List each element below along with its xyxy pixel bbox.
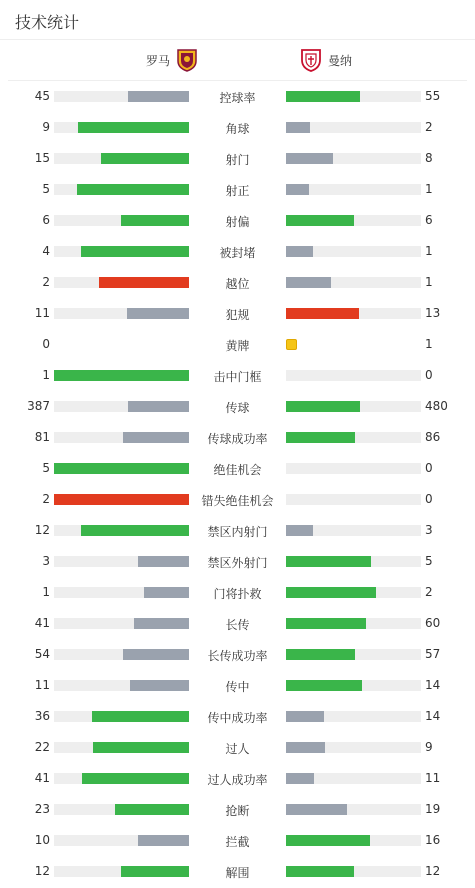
home-stat-bar-fill — [99, 277, 189, 288]
stat-label: 禁区内射门 — [207, 525, 268, 539]
away-stat-bar-fill — [286, 401, 360, 412]
home-stat-value: 3 — [42, 554, 50, 568]
away-stat-bar — [286, 432, 421, 443]
home-stat-bar-fill — [93, 742, 189, 753]
away-stat-value: 86 — [425, 430, 441, 444]
stat-label: 传球成功率 — [207, 432, 268, 446]
stat-label: 射正 — [225, 184, 250, 198]
away-team-logo-icon — [300, 48, 322, 72]
away-stat-bar-fill — [286, 215, 354, 226]
stat-label: 射偏 — [225, 215, 250, 229]
home-stat-bar — [54, 804, 189, 815]
home-stat-bar — [54, 401, 189, 412]
home-stat-bar — [54, 835, 189, 846]
stats-header — [0, 0, 475, 40]
home-stat-bar — [54, 742, 189, 753]
stat-row — [0, 768, 475, 788]
home-stat-bar-fill — [134, 618, 189, 629]
home-stat-bar — [54, 556, 189, 567]
away-stat-bar-fill — [286, 804, 347, 815]
stat-row — [0, 458, 475, 478]
home-stat-value: 11 — [34, 306, 50, 320]
stat-label: 传中成功率 — [207, 711, 268, 725]
stat-label: 黄牌 — [225, 339, 250, 353]
home-stat-bar — [54, 587, 189, 598]
away-stat-value: 1 — [425, 275, 433, 289]
away-stat-bar — [286, 649, 421, 660]
stat-row — [0, 799, 475, 819]
stat-label: 传中 — [225, 680, 250, 694]
stat-row — [0, 334, 475, 354]
stat-row — [0, 396, 475, 416]
home-stat-value: 36 — [34, 709, 50, 723]
away-stat-bar-fill — [286, 153, 333, 164]
home-stat-bar-fill — [92, 711, 189, 722]
away-stat-value: 13 — [425, 306, 441, 320]
stat-label: 射门 — [225, 153, 250, 167]
home-stat-bar-fill — [81, 525, 189, 536]
home-stat-bar-fill — [138, 556, 189, 567]
stat-row — [0, 675, 475, 695]
home-stat-value: 2 — [42, 492, 50, 506]
home-stat-value: 5 — [42, 461, 50, 475]
stat-row — [0, 303, 475, 323]
stat-label: 长传成功率 — [207, 649, 268, 663]
away-stat-bar-fill — [286, 525, 313, 536]
home-stat-value: 0 — [42, 337, 50, 351]
away-stat-bar — [286, 91, 421, 102]
home-stat-value: 5 — [42, 182, 50, 196]
stat-row — [0, 427, 475, 447]
away-stat-bar — [286, 308, 421, 319]
home-stat-value: 54 — [34, 647, 50, 661]
stat-row — [0, 613, 475, 633]
home-stat-bar — [54, 153, 189, 164]
away-stat-value: 1 — [425, 182, 433, 196]
home-stat-bar — [54, 308, 189, 319]
away-stat-bar — [286, 773, 421, 784]
home-stat-value: 2 — [42, 275, 50, 289]
away-stat-value: 0 — [425, 461, 433, 475]
stat-row — [0, 148, 475, 168]
home-stat-bar — [54, 277, 189, 288]
away-stat-bar-fill — [286, 680, 362, 691]
home-stat-bar-fill — [130, 680, 189, 691]
home-stat-bar — [54, 525, 189, 536]
away-stat-bar-fill — [286, 866, 354, 877]
home-stat-value: 11 — [34, 678, 50, 692]
stat-label: 长传 — [225, 618, 250, 632]
stat-label: 错失绝佳机会 — [201, 494, 274, 508]
stat-row — [0, 644, 475, 664]
home-stat-bar — [54, 215, 189, 226]
away-stat-bar-fill — [286, 773, 314, 784]
stat-row — [0, 489, 475, 509]
stat-row — [0, 520, 475, 540]
home-stat-bar — [54, 866, 189, 877]
away-stat-bar — [286, 556, 421, 567]
home-stat-bar-fill — [121, 866, 189, 877]
away-stat-bar — [286, 587, 421, 598]
home-stat-bar — [54, 463, 189, 474]
away-stat-value: 14 — [425, 709, 441, 723]
away-stat-bar — [286, 153, 421, 164]
home-team-logo-icon — [176, 48, 198, 72]
stat-label: 击中门框 — [213, 370, 262, 384]
stat-row — [0, 737, 475, 757]
away-stat-value: 2 — [425, 120, 433, 134]
home-stat-bar-fill — [78, 122, 189, 133]
away-stat-bar — [286, 742, 421, 753]
stat-row — [0, 551, 475, 571]
away-stat-bar-fill — [286, 277, 331, 288]
away-stat-value: 6 — [425, 213, 433, 227]
away-stat-value: 0 — [425, 368, 433, 382]
away-stat-value: 55 — [425, 89, 441, 103]
home-stat-bar-fill — [115, 804, 189, 815]
away-stat-bar — [286, 122, 421, 133]
away-stat-bar — [286, 277, 421, 288]
home-stat-bar-fill — [128, 401, 189, 412]
stat-row — [0, 861, 475, 881]
stat-row — [0, 86, 475, 106]
away-stat-bar — [286, 711, 421, 722]
home-stat-bar-fill — [123, 432, 189, 443]
home-stat-value: 387 — [27, 399, 50, 413]
home-stat-value: 1 — [42, 368, 50, 382]
home-stat-bar — [54, 184, 189, 195]
away-stat-bar-fill — [286, 556, 371, 567]
away-team[interactable] — [300, 48, 352, 72]
home-stat-bar-fill — [77, 184, 189, 195]
away-stat-value: 2 — [425, 585, 433, 599]
home-stat-bar — [54, 649, 189, 660]
away-stat-value: 12 — [425, 864, 441, 878]
home-stat-bar — [54, 246, 189, 257]
away-stat-bar — [286, 246, 421, 257]
away-stat-bar-fill — [286, 246, 313, 257]
away-stat-value: 1 — [425, 244, 433, 258]
home-stat-value: 15 — [34, 151, 50, 165]
away-stat-bar — [286, 680, 421, 691]
away-stat-bar — [286, 215, 421, 226]
home-stat-bar — [54, 91, 189, 102]
home-stat-bar-fill — [82, 773, 189, 784]
teams-row — [8, 40, 467, 81]
away-stat-bar — [286, 866, 421, 877]
stat-row — [0, 241, 475, 261]
away-stat-bar — [286, 494, 421, 505]
away-stat-value: 0 — [425, 492, 433, 506]
away-stat-bar-fill — [286, 308, 359, 319]
home-stat-bar-fill — [81, 246, 189, 257]
stat-label: 拦截 — [225, 835, 250, 849]
home-stat-value: 41 — [34, 616, 50, 630]
stat-label: 过人 — [225, 742, 250, 756]
stat-label: 过人成功率 — [207, 773, 268, 787]
home-stat-value: 81 — [34, 430, 50, 444]
away-stat-bar — [286, 835, 421, 846]
away-stat-bar-fill — [286, 184, 309, 195]
home-stat-bar-fill — [54, 370, 189, 381]
home-stat-bar — [54, 370, 189, 381]
home-stat-bar — [54, 432, 189, 443]
home-stat-value: 12 — [34, 864, 50, 878]
stat-row — [0, 272, 475, 292]
home-stat-value: 23 — [34, 802, 50, 816]
away-stat-value: 16 — [425, 833, 441, 847]
home-stat-value: 4 — [42, 244, 50, 258]
away-stat-value: 9 — [425, 740, 433, 754]
away-stat-bar — [286, 401, 421, 412]
away-stat-value: 14 — [425, 678, 441, 692]
stat-label: 禁区外射门 — [207, 556, 268, 570]
stat-label: 越位 — [225, 277, 250, 291]
stat-row — [0, 179, 475, 199]
home-stat-bar — [54, 494, 189, 505]
home-stat-bar-fill — [123, 649, 189, 660]
away-stat-value: 3 — [425, 523, 433, 537]
away-stat-bar-fill — [286, 122, 310, 133]
home-stat-bar-fill — [127, 308, 189, 319]
stat-label: 门将扑救 — [213, 587, 262, 601]
away-stat-bar-fill — [286, 649, 355, 660]
stat-row — [0, 210, 475, 230]
stat-label: 控球率 — [219, 91, 256, 105]
stat-label: 角球 — [225, 122, 250, 136]
home-stat-bar-fill — [144, 587, 189, 598]
stat-row — [0, 582, 475, 602]
away-stat-bar — [286, 804, 421, 815]
home-stat-bar-fill — [121, 215, 189, 226]
home-stat-bar — [54, 680, 189, 691]
away-stat-value: 1 — [425, 337, 433, 351]
yellow-card-icon — [286, 339, 297, 350]
away-stat-value: 57 — [425, 647, 441, 661]
away-stat-value: 5 — [425, 554, 433, 568]
away-stat-bar-fill — [286, 91, 360, 102]
home-team-name: 罗马 — [146, 53, 171, 68]
away-stat-value: 60 — [425, 616, 441, 630]
away-stat-value: 11 — [425, 771, 441, 785]
away-stat-bar-fill — [286, 835, 370, 846]
home-stat-value: 1 — [42, 585, 50, 599]
home-stat-bar-fill — [128, 91, 189, 102]
home-stat-value: 45 — [34, 89, 50, 103]
stat-label: 抢断 — [225, 804, 250, 818]
away-stat-bar-fill — [286, 587, 376, 598]
away-stat-bar-fill — [286, 432, 355, 443]
home-stat-bar — [54, 122, 189, 133]
home-stat-bar-fill — [138, 835, 189, 846]
away-stat-value: 8 — [425, 151, 433, 165]
home-stat-value: 12 — [34, 523, 50, 537]
stat-label: 解围 — [225, 866, 250, 880]
away-stat-bar — [286, 370, 421, 381]
page-title: 技术统计 — [15, 13, 80, 32]
home-stat-bar — [54, 618, 189, 629]
stat-label: 被封堵 — [219, 246, 256, 260]
away-stat-bar — [286, 184, 421, 195]
away-stat-bar-fill — [286, 711, 324, 722]
away-stat-bar — [286, 463, 421, 474]
stat-row — [0, 117, 475, 137]
stat-label: 犯规 — [225, 308, 250, 322]
home-stat-value: 9 — [42, 120, 50, 134]
home-stat-bar-fill — [101, 153, 189, 164]
home-team[interactable] — [146, 48, 198, 72]
away-stat-bar-fill — [286, 742, 325, 753]
away-stat-value: 480 — [425, 399, 448, 413]
home-stat-value: 6 — [42, 213, 50, 227]
stat-row — [0, 365, 475, 385]
stat-row — [0, 830, 475, 850]
home-stat-bar-fill — [54, 494, 189, 505]
home-stat-value: 22 — [34, 740, 50, 754]
home-stat-bar — [54, 711, 189, 722]
home-stat-bar-fill — [54, 463, 189, 474]
away-stat-value: 19 — [425, 802, 441, 816]
away-stat-bar-fill — [286, 618, 366, 629]
home-stat-value: 41 — [34, 771, 50, 785]
stat-label: 传球 — [225, 401, 250, 415]
stat-label: 绝佳机会 — [213, 463, 262, 477]
stat-row — [0, 706, 475, 726]
home-stat-bar — [54, 773, 189, 784]
home-stat-value: 10 — [34, 833, 50, 847]
away-team-name: 曼纳 — [328, 53, 353, 68]
away-stat-bar — [286, 618, 421, 629]
away-stat-bar — [286, 525, 421, 536]
